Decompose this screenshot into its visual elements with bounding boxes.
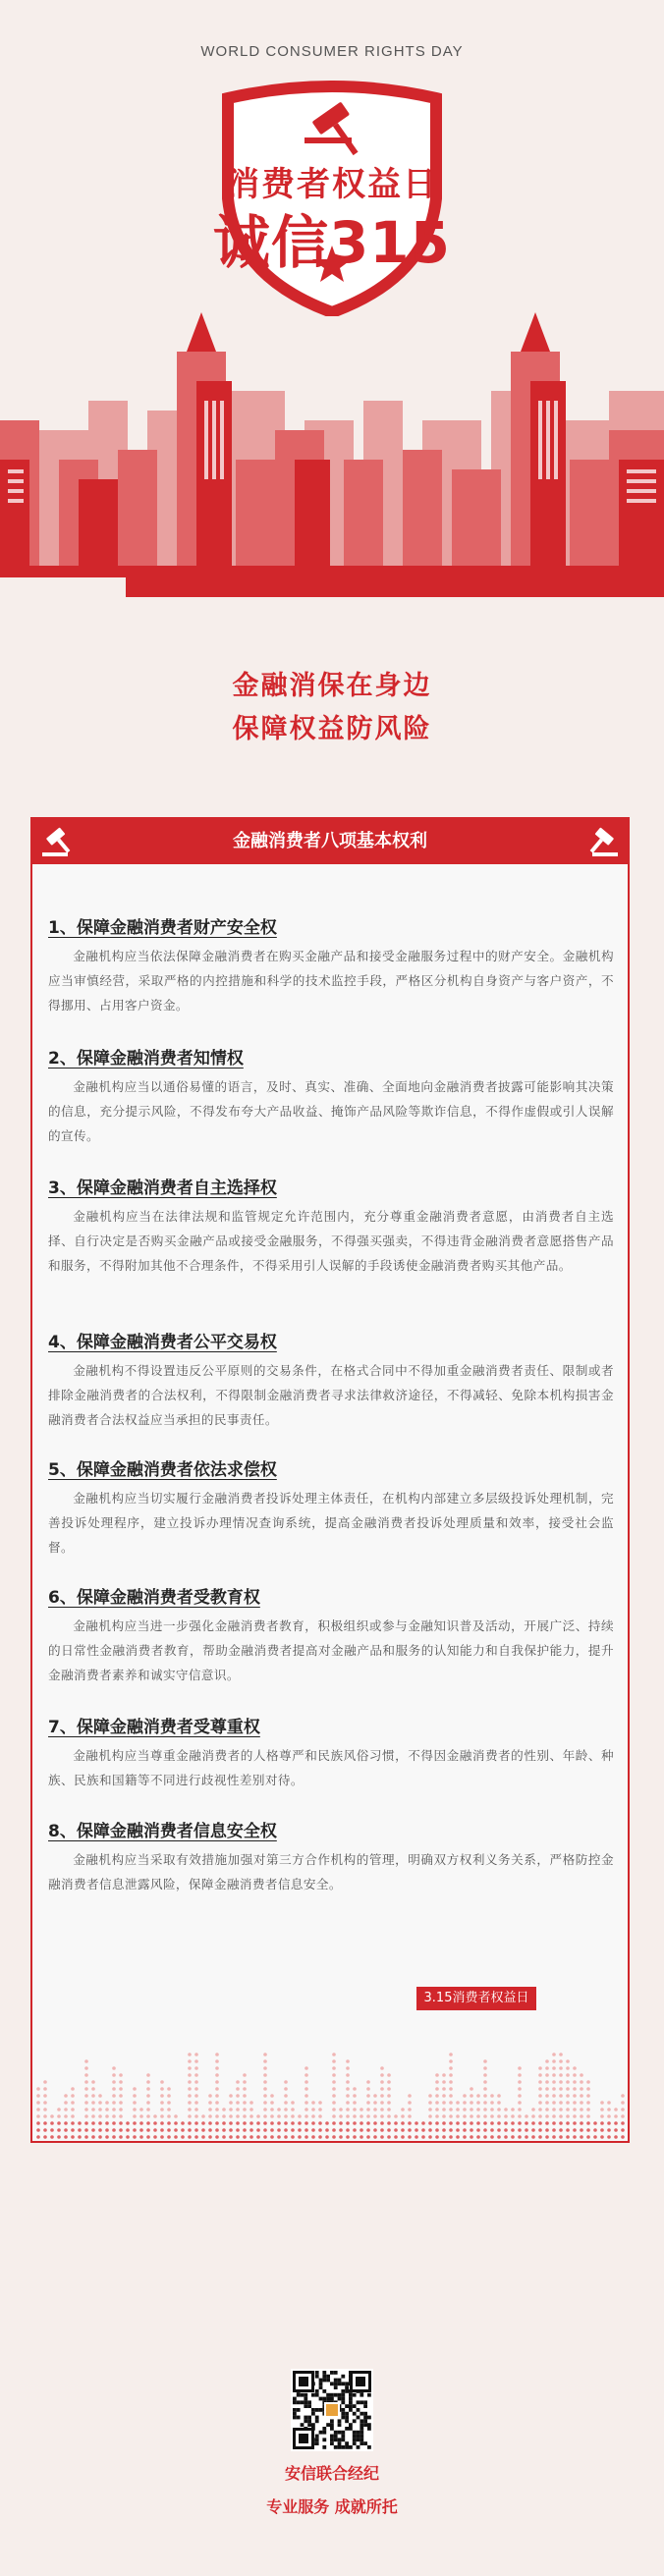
section-title: 2、保障金融消费者知情权 xyxy=(48,1049,244,1069)
top-label: WORLD CONSUMER RIGHTS DAY xyxy=(200,43,464,60)
slogan-line-2: 保障权益防风险 xyxy=(232,714,432,744)
badge-title: 消费者权益日 xyxy=(226,165,438,204)
section-title: 7、保障金融消费者受尊重权 xyxy=(48,1718,260,1737)
section-title: 5、保障金融消费者依法求偿权 xyxy=(48,1460,277,1480)
rights-card xyxy=(30,817,630,2143)
dot-pattern-decoration xyxy=(32,2045,628,2141)
section-body: 金融机构应当依法保障金融消费者在购买金融产品和接受金融服务过程中的财产安全。金融机构应当审慎经营，采取严格的内控措施和科学的技术监控手段，严格区分机构自身资产与客户资产，不得挪用、占用客户资金。 xyxy=(48,949,614,1013)
qr-code-icon[interactable] xyxy=(291,2369,373,2451)
section-body: 金融机构应当在法律法规和监管规定允许范围内，充分尊重金融消费者意愿，由消费者自主选择、自行决定是否购买金融产品或接受金融服务，不得强买强卖，不得违背金融消费者意愿搭售产品和服务，不得附加其他不合理条件，不得采用引人误解的手段诱使金融消费者购买其他产品。 xyxy=(48,1209,614,1273)
section-body: 金融机构应当采取有效措施加强对第三方合作机构的管理，明确双方权利义务关系，严格防控金融消费者信息泄露风险，保障金融消费者信息安全。 xyxy=(48,1852,614,1891)
section-title: 8、保障金融消费者信息安全权 xyxy=(48,1822,277,1841)
badge-big-title: 诚信315 xyxy=(212,209,452,276)
section-body: 金融机构不得设置违反公平原则的交易条件，在格式合同中不得加重金融消费者责任、限制或者排除金融消费者的合法权利，不得限制金融消费者寻求法律救济途径，不得减轻、免除本机构损害金融消费者合法权益应当承担的民事责任。 xyxy=(48,1363,614,1427)
right-section xyxy=(48,1174,614,1278)
section-body: 金融机构应当切实履行金融消费者投诉处理主体责任，在机构内部建立多层级投诉处理机制，完善投诉处理程序，建立投诉办理情况查询系统，提高金融消费者投诉处理质量和效率，接受社会监督。 xyxy=(48,1491,614,1555)
section-title: 3、保障金融消费者自主选择权 xyxy=(48,1178,277,1198)
section-body: 金融机构应当以通俗易懂的语言，及时、真实、准确、全面地向金融消费者披露可能影响其决策的信息，充分提示风险，不得发布夸大产品收益、掩饰产品风险等欺诈信息，不得作虚假或引人误解的宣传。 xyxy=(48,1079,614,1143)
right-section xyxy=(48,1713,614,1792)
right-section xyxy=(48,1817,614,1896)
tagline: 专业服务 成就所托 xyxy=(266,2497,398,2516)
right-section xyxy=(48,1583,614,1687)
right-section xyxy=(48,1328,614,1432)
section-title: 4、保障金融消费者公平交易权 xyxy=(48,1333,277,1352)
section-title: 1、保障金融消费者财产安全权 xyxy=(48,918,277,938)
card-title: 金融消费者八项基本权利 xyxy=(233,831,427,851)
right-section xyxy=(48,1044,614,1148)
right-section xyxy=(48,913,614,1017)
company-name: 安信联合经纪 xyxy=(284,2464,379,2483)
section-body: 金融机构应当进一步强化金融消费者教育，积极组织或参与金融知识普及活动，开展广泛、持续的日常性金融消费者教育，帮助金融消费者提高对金融产品和服务的认知能力和自我保护能力，提升金融消费者素养和诚实守信意识。 xyxy=(48,1618,614,1682)
section-body: 金融机构应当尊重金融消费者的人格尊严和民族风俗习惯，不得因金融消费者的性别、年龄、种族、民族和国籍等不同进行歧视性差别对待。 xyxy=(48,1748,614,1787)
city-skyline-icon xyxy=(0,312,664,597)
slogan-line-1: 金融消保在身边 xyxy=(232,671,432,701)
section-title: 6、保障金融消费者受教育权 xyxy=(48,1588,260,1608)
date-stamp: 3.15消费者权益日 xyxy=(416,1987,536,2010)
right-section xyxy=(48,1455,614,1560)
